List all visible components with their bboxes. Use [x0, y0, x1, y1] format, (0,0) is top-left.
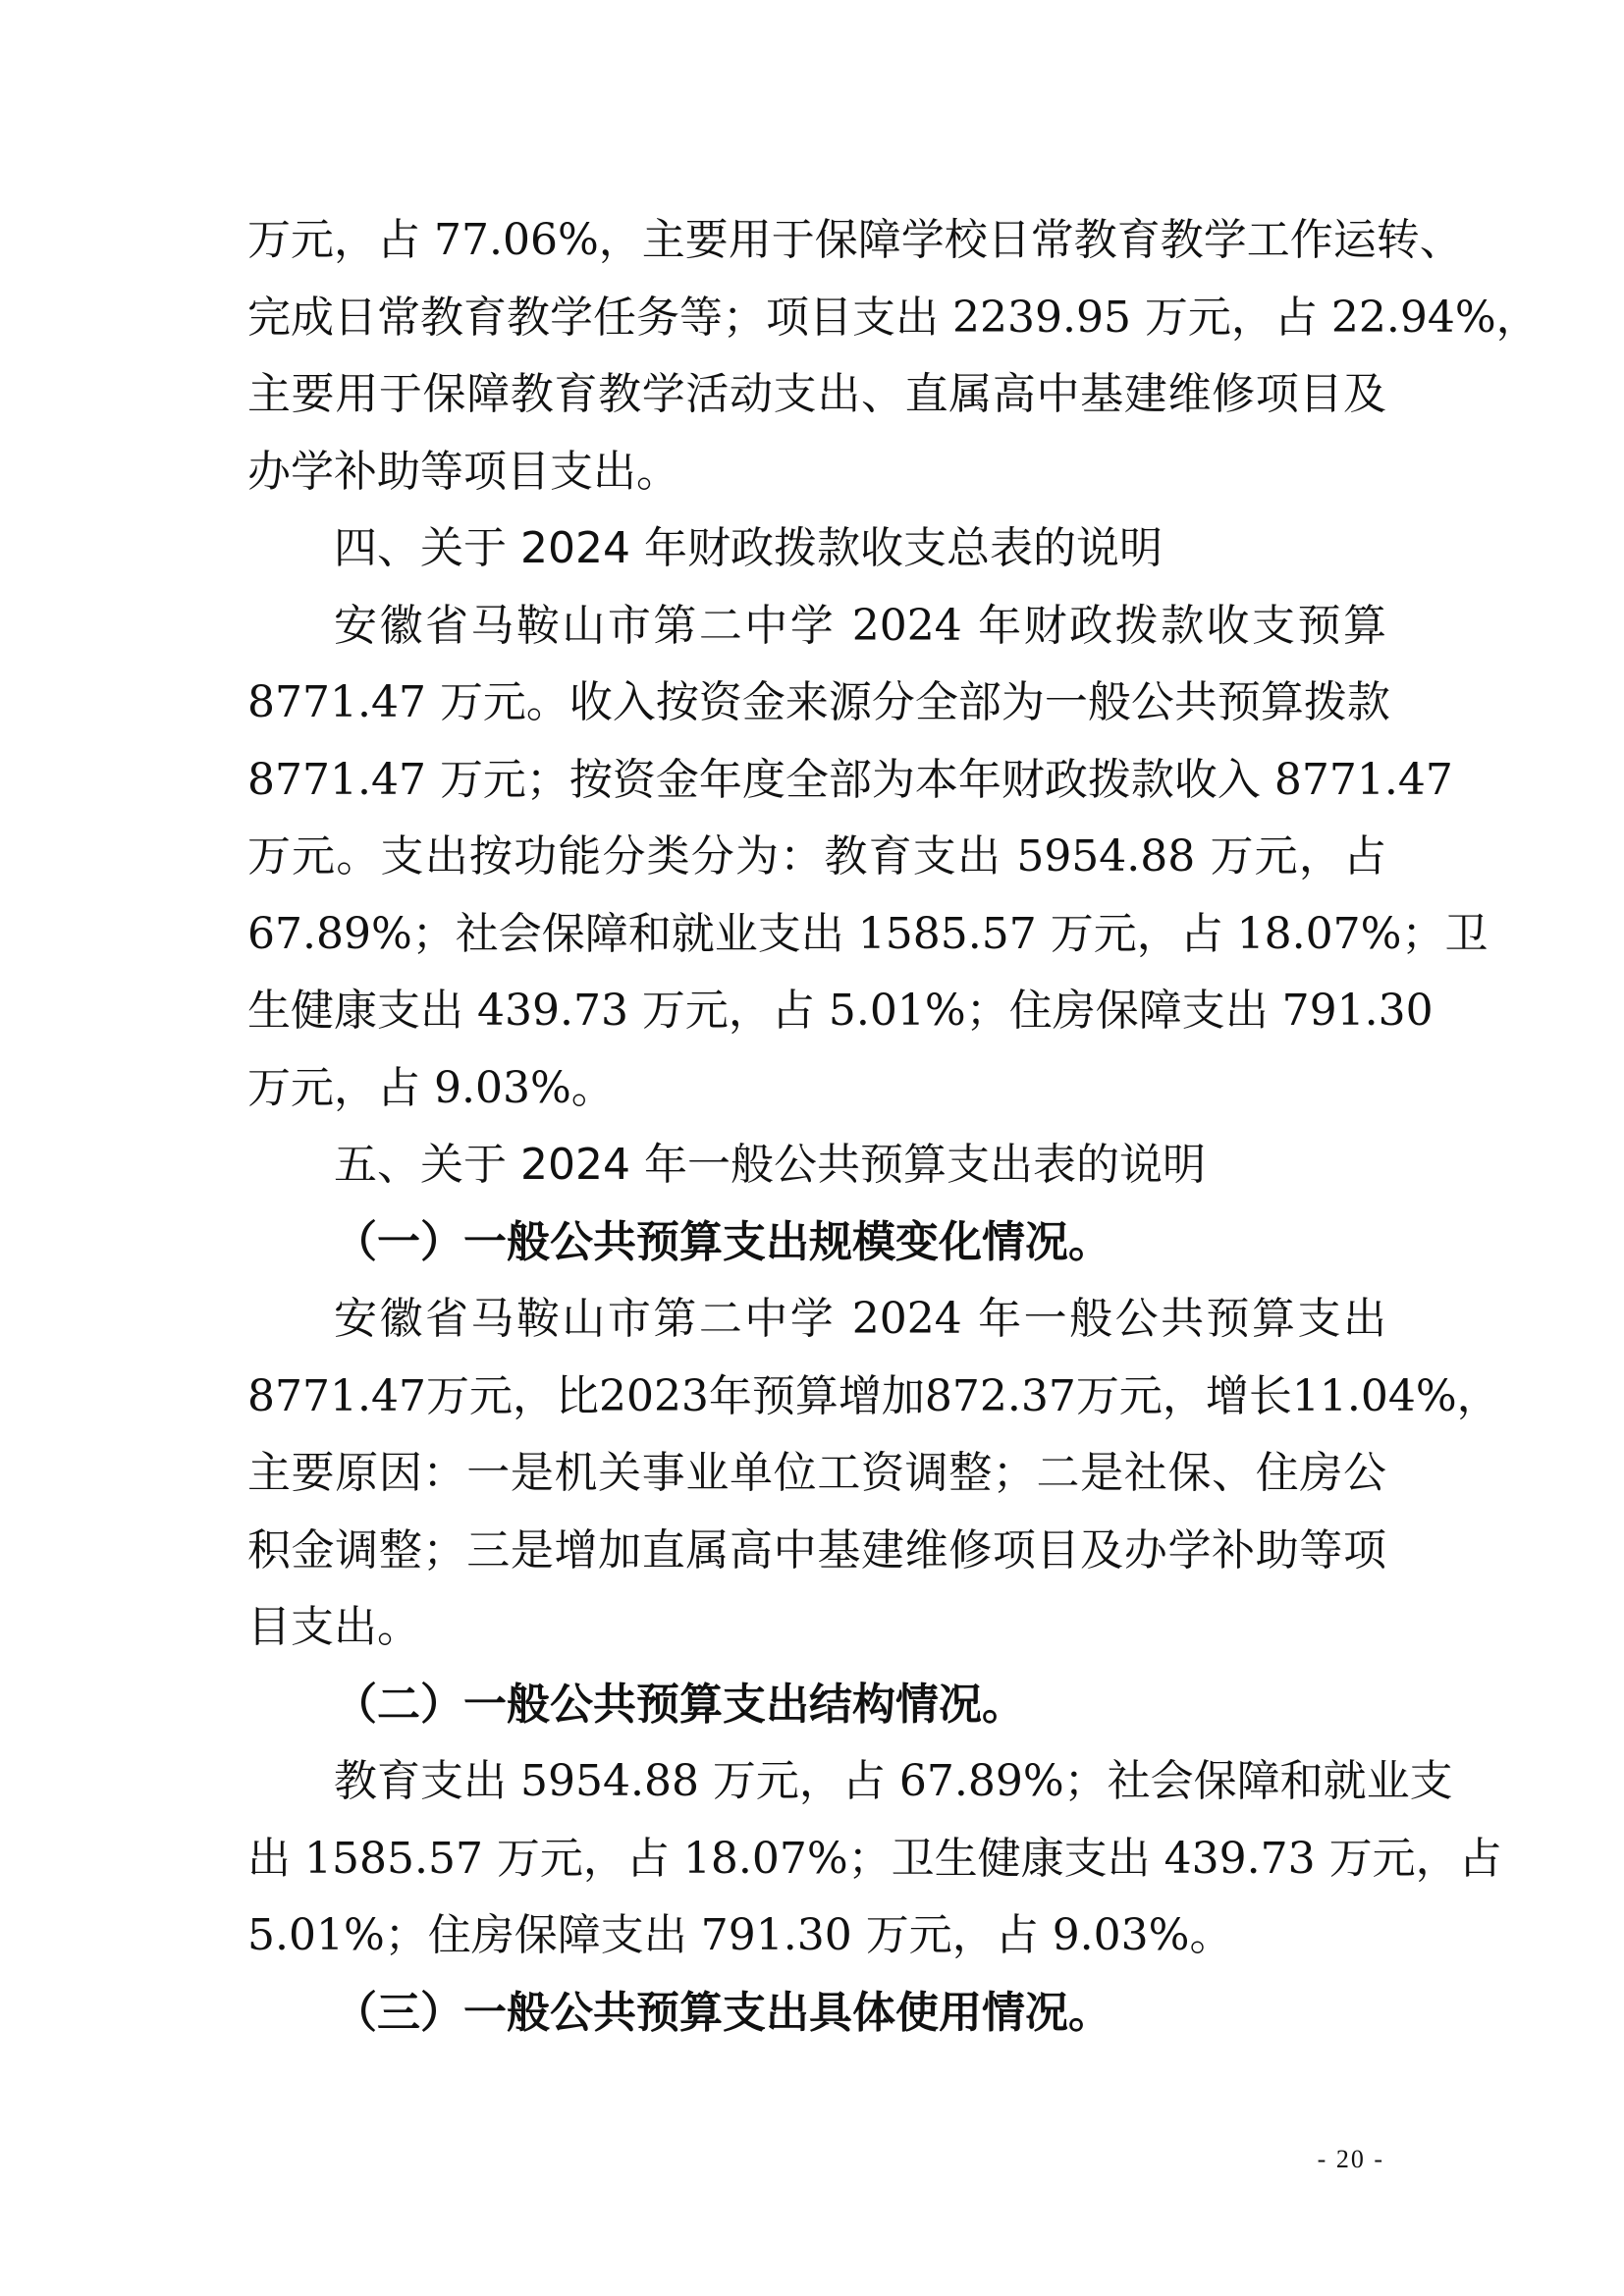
subheading-3: （三）一般公共预算支出具体使用情况。	[334, 1987, 1111, 2038]
paragraph-line: 万元。支出按功能分类分为：教育支出 5954.88 万元，占	[247, 831, 1386, 881]
subheading-2: （二）一般公共预算支出结构情况。	[334, 1679, 1025, 1730]
paragraph-line: 万元，占 77.06%，主要用于保障学校日常教育教学工作运转、	[247, 215, 1463, 265]
paragraph-line: 目支出。	[247, 1602, 420, 1652]
paragraph-line: 教育支出 5954.88 万元，占 67.89%；社会保障和就业支	[334, 1756, 1453, 1806]
paragraph-line: 出 1585.57 万元，占 18.07%；卫生健康支出 439.73 万元，占	[247, 1833, 1502, 1884]
paragraph-line: 5.01%；住房保障支出 791.30 万元，占 9.03%。	[247, 1910, 1233, 1960]
paragraph-line: 8771.47 万元。收入按资金来源分全部为一般公共预算拨款	[247, 677, 1390, 727]
paragraph-line: 主要用于保障教育教学活动支出、直属高中基建维修项目及	[247, 369, 1386, 419]
section-heading-5: 五、关于 2024 年一般公共预算支出表的说明	[334, 1140, 1206, 1190]
paragraph-line: 万元，占 9.03%。	[247, 1062, 615, 1113]
page-number: - 20 -	[1317, 2145, 1384, 2173]
paragraph-line: 8771.47 万元；按资金年度全部为本年财政拨款收入 8771.47	[247, 754, 1453, 805]
subheading-1: （一）一般公共预算支出规模变化情况。	[334, 1216, 1111, 1267]
paragraph-line: 完成日常教育教学任务等；项目支出 2239.95 万元，占 22.94%，	[247, 292, 1540, 343]
paragraph-line: 67.89%；社会保障和就业支出 1585.57 万元，占 18.07%；卫	[247, 908, 1489, 959]
paragraph-line: 主要原因：一是机关事业单位工资调整；二是社保、住房公	[247, 1448, 1386, 1498]
paragraph-line: 积金调整；三是增加直属高中基建维修项目及办学补助等项	[247, 1524, 1386, 1575]
paragraph-line: 安徽省马鞍山市第二中学 2024 年一般公共预算支出	[334, 1294, 1386, 1344]
document-body	[247, 202, 1540, 2052]
paragraph-line: 安徽省马鞍山市第二中学 2024 年财政拨款收支预算	[334, 600, 1386, 651]
paragraph-line: 办学补助等项目支出。	[247, 446, 679, 497]
paragraph-line: 生健康支出 439.73 万元，占 5.01%；住房保障支出 791.30	[247, 986, 1434, 1036]
paragraph-line: 8771.47万元，比2023年预算增加872.37万元，增长11.04%，	[247, 1370, 1500, 1421]
section-heading-4: 四、关于 2024 年财政拨款收支总表的说明	[334, 523, 1163, 573]
